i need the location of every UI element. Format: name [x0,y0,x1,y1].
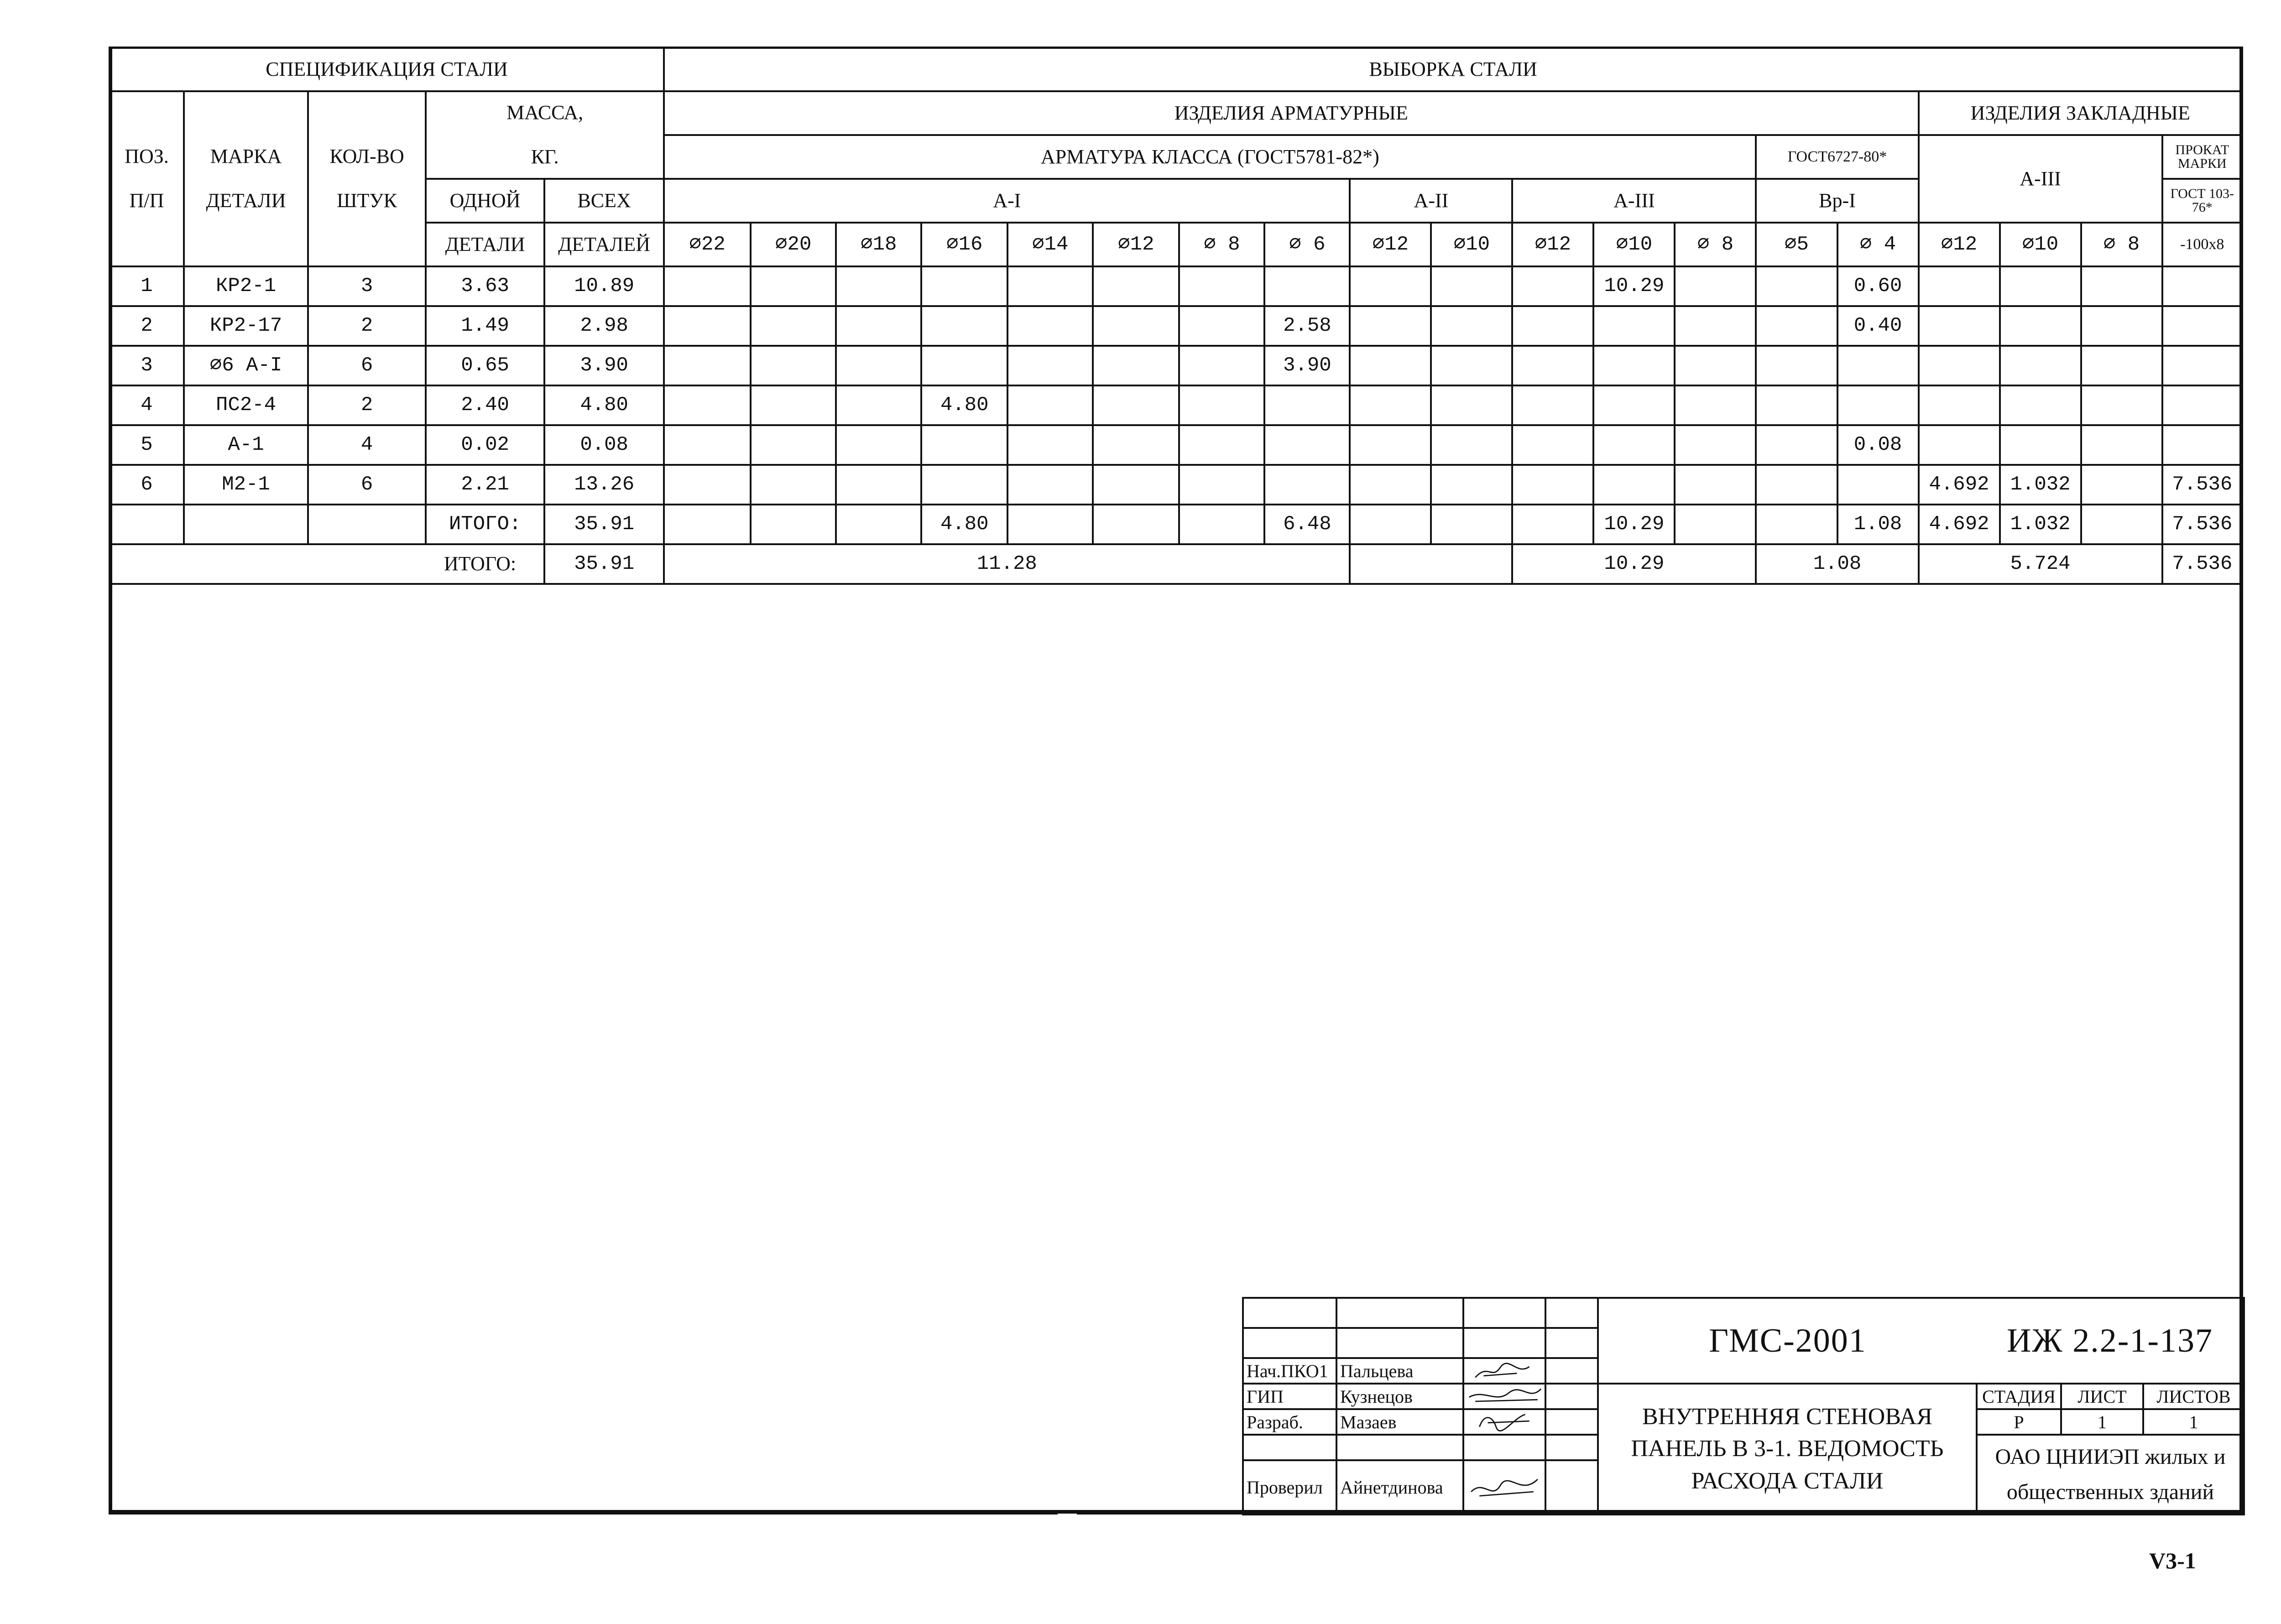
table-cell: 10.89 [544,266,664,306]
table-cell [1837,385,1919,425]
listov-value: 1 [2143,1409,2244,1435]
a1-header: А-I [664,179,1350,223]
table-row [110,306,2242,346]
diameter-header: ⌀12 [1512,223,1593,266]
table-cell [1919,306,2000,346]
role-cell: ГИП [1243,1384,1336,1409]
table-cell [2162,385,2242,425]
table-cell [1431,425,1512,465]
table-cell: 4 [110,385,184,425]
table-cell [1512,266,1593,306]
table-cell: ИТОГО: [426,505,544,544]
table-cell: 10.29 [1593,505,1675,544]
table-cell: 2.21 [426,465,544,505]
table-cell [2081,385,2162,425]
table-cell: 2.98 [544,306,664,346]
list-value: 1 [2061,1409,2143,1435]
diameter-header: ⌀ 8 [1179,223,1264,266]
total-a2 [1350,544,1512,584]
diameter-header: ⌀16 [921,223,1007,266]
table-cell: 1.032 [2000,505,2081,544]
title-gms: ГМС-2001 [1598,1298,1977,1384]
stadiya-value: Р [1977,1409,2061,1435]
table-cell [1756,465,1837,505]
table-cell [1756,266,1837,306]
table-cell [1093,306,1179,346]
signature-0 [1463,1358,1545,1384]
table-cell [1350,266,1431,306]
table-cell [1431,385,1512,425]
table-cell: 2 [308,385,426,425]
steel-spec-table [109,47,2243,585]
table-cell [1350,306,1431,346]
total-label-cell: ИТОГО: [110,544,544,584]
table-cell: 3.63 [426,266,544,306]
table-cell [1837,465,1919,505]
table-cell [1593,465,1675,505]
table-cell [921,465,1007,505]
table-cell [664,425,751,465]
table-cell [1919,346,2000,385]
table-cell [1350,425,1431,465]
marka-header: МАРКА ДЕТАЛИ [184,91,308,266]
table-cell [1675,266,1756,306]
title-code: ИЖ 2.2-1-137 [1977,1298,2244,1384]
table-cell: 4.692 [1919,465,2000,505]
table-cell [2162,306,2242,346]
table-cell: А-1 [184,425,308,465]
table-cell [1431,505,1512,544]
table-cell [921,266,1007,306]
name-cell: Мазаев [1336,1409,1463,1435]
vseh-detaley-header: ДЕТАЛЕЙ [544,223,664,266]
table-cell [751,505,836,544]
table-cell [921,346,1007,385]
table-cell: 0.08 [544,425,664,465]
odnoy-header: ОДНОЙ [426,179,544,223]
table-cell [1593,346,1675,385]
table-cell [1593,385,1675,425]
table-cell: 3 [110,346,184,385]
table-cell: 4.80 [544,385,664,425]
diameter-header: ⌀ 8 [2081,223,2162,266]
table-cell: 6.48 [1264,505,1350,544]
table-cell [1675,465,1756,505]
role-cell: Нач.ПКО1 [1243,1358,1336,1384]
table-cell [1179,505,1264,544]
diameter-header: ⌀20 [751,223,836,266]
table-cell [836,385,921,425]
table-cell [1756,306,1837,346]
odnoy-detali-header: ДЕТАЛИ [426,223,544,266]
table-cell [1512,465,1593,505]
kolvo-header: КОЛ-ВО ШТУК [308,91,426,266]
table-cell: 3.90 [1264,346,1350,385]
table-cell [836,465,921,505]
gost103-header: ГОСТ 103-76* [2162,179,2242,223]
table-cell [1675,346,1756,385]
table-cell [836,346,921,385]
diameter-header: ⌀22 [664,223,751,266]
table-cell [751,346,836,385]
table-cell [1179,266,1264,306]
table-cell [921,306,1007,346]
table-cell [1350,385,1431,425]
table-cell [2081,266,2162,306]
table-cell [751,425,836,465]
table-cell: 4.80 [921,505,1007,544]
table-cell [1093,505,1179,544]
table-cell [2081,465,2162,505]
table-cell [1007,385,1093,425]
table-cell [836,505,921,544]
table-cell: 0.02 [426,425,544,465]
sheet-number: V3-1 [2149,1548,2196,1573]
table-cell [1179,425,1264,465]
table-cell [664,266,751,306]
total-a3: 10.29 [1512,544,1756,584]
table-cell: 35.91 [544,505,664,544]
table-cell [1756,425,1837,465]
table-cell [2000,346,2081,385]
bp1-header: Вр-I [1756,179,1918,223]
diameter-header: ⌀10 [1593,223,1675,266]
table-cell [1179,385,1264,425]
table-cell [1007,505,1093,544]
table-cell [1264,266,1350,306]
table-cell [2081,425,2162,465]
table-cell [1350,505,1431,544]
diameter-header: ⌀ 6 [1264,223,1350,266]
table-cell [1431,266,1512,306]
table-cell [2081,346,2162,385]
table-row [110,425,2242,465]
table-cell [1350,465,1431,505]
table-cell [1512,306,1593,346]
table-cell [1179,306,1264,346]
table-row [110,346,2242,385]
diameter-header: ⌀ 8 [1675,223,1756,266]
table-cell [1007,425,1093,465]
table-cell [1512,346,1593,385]
diameter-header: ⌀18 [836,223,921,266]
diameter-header: ⌀12 [1919,223,2000,266]
select-title: ВЫБОРКА СТАЛИ [664,47,2242,91]
table-cell [1431,346,1512,385]
diameter-header: -100x8 [2162,223,2242,266]
table-cell [2081,306,2162,346]
table-cell [1919,266,2000,306]
table-row [110,266,2242,306]
zakl-a3-header: А-III [1919,135,2162,223]
massa-header: МАССА, КГ. [426,91,664,179]
name-cell: Кузнецов [1336,1384,1463,1409]
table-cell [751,266,836,306]
table-cell: 4 [308,425,426,465]
table-cell [1593,425,1675,465]
bottom-border-left [109,1511,1058,1515]
table-cell [1007,346,1093,385]
table-cell [1919,385,2000,425]
table-cell [1512,505,1593,544]
diameter-header: ⌀ 4 [1837,223,1919,266]
prokat-header: ПРОКАТ МАРКИ [2162,135,2242,179]
table-cell [1007,306,1093,346]
diameter-header: ⌀10 [1431,223,1512,266]
table-cell: 6 [308,346,426,385]
table-cell [2162,266,2242,306]
a3-header: А-III [1512,179,1756,223]
signature-4 [1463,1460,1545,1515]
table-cell: 6 [308,465,426,505]
table-cell: 3 [308,266,426,306]
table-cell [1512,385,1593,425]
total-vseh: 35.91 [544,544,664,584]
table-cell [1593,306,1675,346]
table-cell [1264,425,1350,465]
table-cell: М2-1 [184,465,308,505]
table-cell: 0.65 [426,346,544,385]
table-cell [308,505,426,544]
table-cell: 1.032 [2000,465,2081,505]
table-cell [836,306,921,346]
drawing-name: ВНУТРЕННЯЯ СТЕНОВАЯ ПАНЕЛЬ В 3-1. ВЕДОМОСТЬ РАСХОДА СТАЛИ [1598,1384,1977,1515]
table-cell [1837,346,1919,385]
poz-header: ПОЗ. П/П [110,91,184,266]
stadiya-label: СТАДИЯ [1977,1384,2061,1409]
table-cell: КР2-17 [184,306,308,346]
diameter-header: ⌀14 [1007,223,1093,266]
table-cell [1007,266,1093,306]
role-cell [1243,1435,1336,1460]
table-cell: 0.08 [1837,425,1919,465]
table-cell: 2.40 [426,385,544,425]
table-cell: 5 [110,425,184,465]
table-cell: 4.692 [1919,505,2000,544]
table-cell [1512,425,1593,465]
table-row [110,465,2242,505]
table-cell [2162,346,2242,385]
name-cell: Айнетдинова [1336,1460,1463,1515]
table-cell [1675,505,1756,544]
role-cell: Разраб. [1243,1409,1336,1435]
listov-label: ЛИСТОВ [2143,1384,2244,1409]
table-cell [1093,425,1179,465]
table-cell: 0.40 [1837,306,1919,346]
table-cell [1431,306,1512,346]
table-cell [1675,425,1756,465]
table-cell: 4.80 [921,385,1007,425]
table-cell [664,346,751,385]
table-cell: 1 [110,266,184,306]
table-cell [110,505,184,544]
diameter-header: ⌀10 [2000,223,2081,266]
izd-zaklad-header: ИЗДЕЛИЯ ЗАКЛАДНЫЕ [1919,91,2242,135]
table-cell: 7.536 [2162,465,2242,505]
table-row [110,385,2242,425]
table-cell: 1.49 [426,306,544,346]
table-cell [921,425,1007,465]
table-cell [2000,306,2081,346]
organization: ОАО ЦНИИЭП жилых и общественных зданий [1977,1435,2244,1515]
table-cell [751,306,836,346]
table-cell: ⌀6 А-I [184,346,308,385]
total-prokat: 7.536 [2162,544,2242,584]
diameter-header: ⌀12 [1350,223,1431,266]
table-cell [1264,385,1350,425]
table-cell [184,505,308,544]
gost6727-header: ГОСТ6727-80* [1756,135,1918,179]
title-block [1242,1297,2245,1515]
table-cell [1093,385,1179,425]
table-cell [2081,505,2162,544]
table-cell: 6 [110,465,184,505]
diameter-header: ⌀5 [1756,223,1837,266]
table-cell [751,385,836,425]
izd-armat-header: ИЗДЕЛИЯ АРМАТУРНЫЕ [664,91,1918,135]
table-cell [1093,266,1179,306]
table-cell: КР2-1 [184,266,308,306]
table-cell: 0.60 [1837,266,1919,306]
table-cell [1756,385,1837,425]
table-cell: 1.08 [1837,505,1919,544]
table-cell [1675,306,1756,346]
table-cell [1431,465,1512,505]
table-cell [1179,465,1264,505]
table-cell [1093,465,1179,505]
table-cell [2000,266,2081,306]
table-cell [1675,385,1756,425]
table-cell [2162,425,2242,465]
table-cell: 13.26 [544,465,664,505]
table-cell [1007,465,1093,505]
vseh-header: ВСЕХ [544,179,664,223]
name-cell [1336,1435,1463,1460]
total-a1: 11.28 [664,544,1350,584]
signature-2 [1463,1409,1545,1435]
table-cell [2000,385,2081,425]
total-zakl-a3: 5.724 [1919,544,2162,584]
table-row [110,505,2242,544]
total-bp1: 1.08 [1756,544,1918,584]
table-cell: 10.29 [1593,266,1675,306]
table-cell [1264,465,1350,505]
table-cell [664,306,751,346]
table-cell [664,385,751,425]
table-cell: ПС2-4 [184,385,308,425]
table-cell [751,465,836,505]
table-cell [664,505,751,544]
name-cell: Пальцева [1336,1358,1463,1384]
table-cell [1350,346,1431,385]
table-cell [1756,505,1837,544]
role-cell: Проверил [1243,1460,1336,1515]
signature-1 [1463,1384,1545,1409]
armatura-klassa-header: АРМАТУРА КЛАССА (ГОСТ5781-82*) [664,135,1756,179]
table-cell [664,465,751,505]
table-cell: 3.90 [544,346,664,385]
table-cell: 7.536 [2162,505,2242,544]
table-cell: 2.58 [1264,306,1350,346]
diameter-header: ⌀12 [1093,223,1179,266]
table-cell [1179,346,1264,385]
table-cell [836,425,921,465]
table-cell [1093,346,1179,385]
table-cell: 2 [308,306,426,346]
table-cell [1756,346,1837,385]
table-cell [1919,425,2000,465]
table-cell [836,266,921,306]
list-label: ЛИСТ [2061,1384,2143,1409]
table-cell [2000,425,2081,465]
spec-title: СПЕЦИФИКАЦИЯ СТАЛИ [110,47,664,91]
a2-header: А-II [1350,179,1512,223]
table-cell: 2 [110,306,184,346]
